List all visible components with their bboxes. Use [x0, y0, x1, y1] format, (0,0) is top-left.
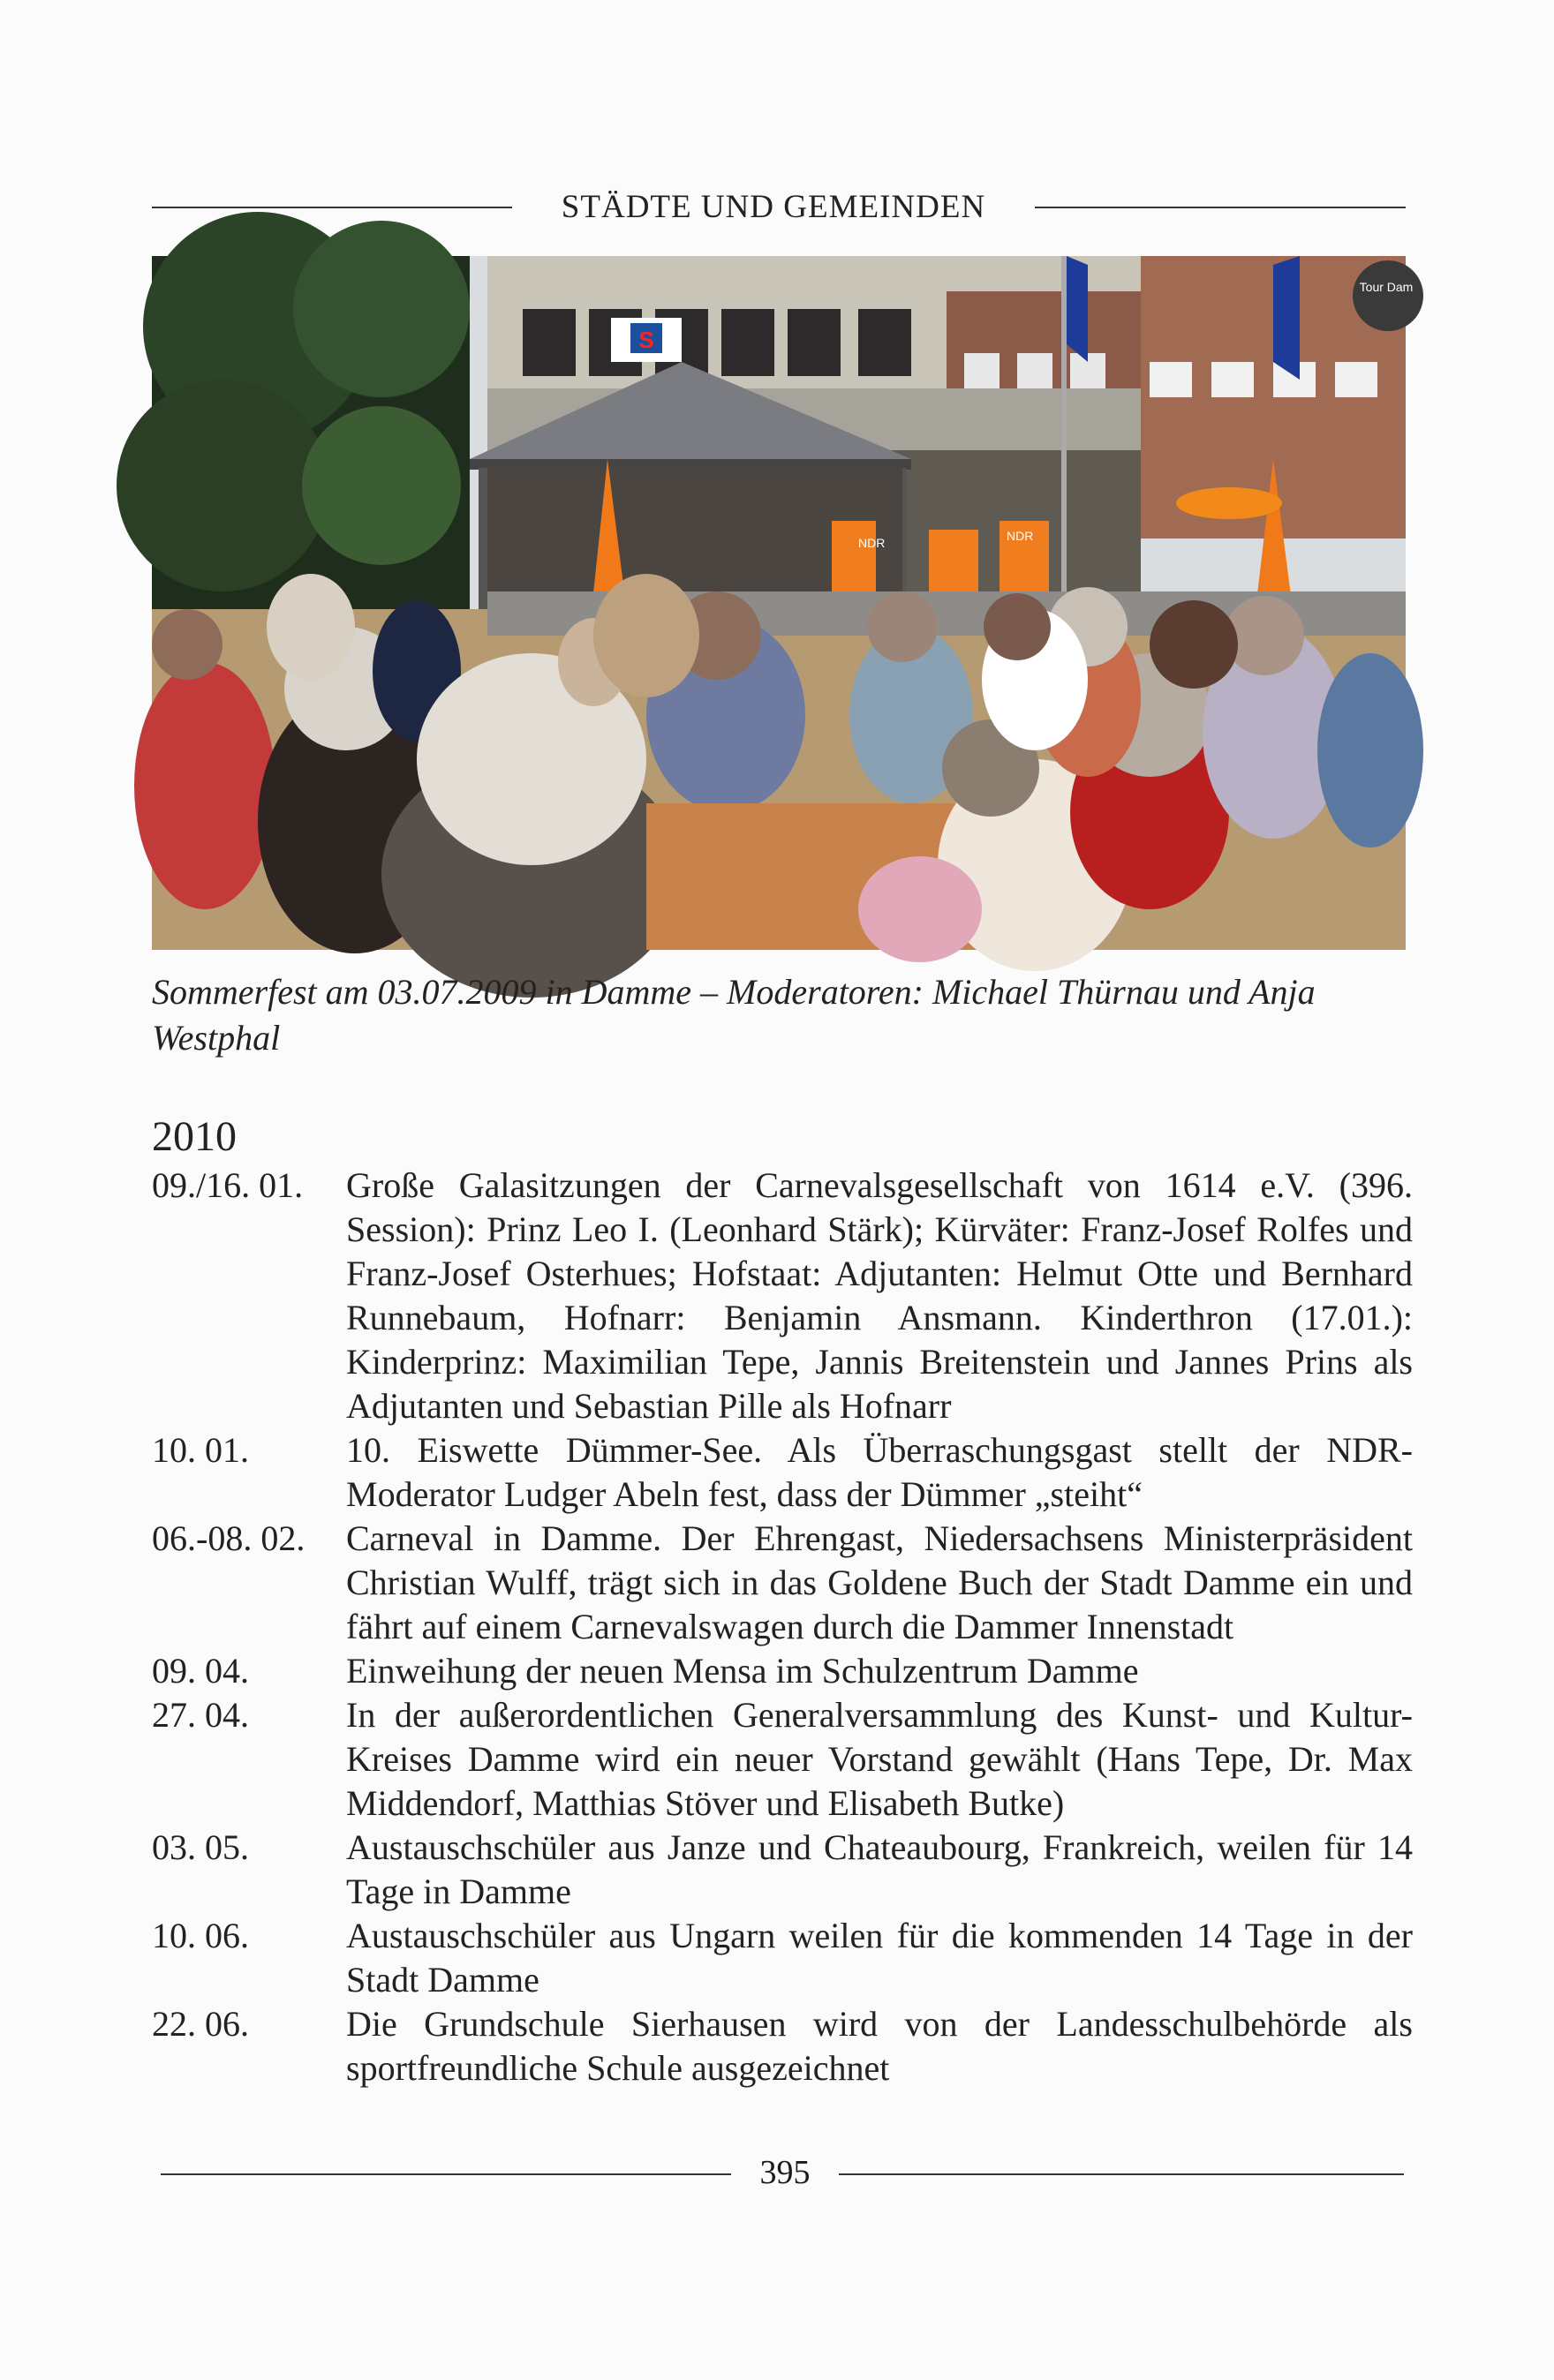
entry-text: Carneval in Damme. Der Ehrengast, Niedersachsens Ministerpräsident Christian Wulff, trägt sich in das Goldene Buch der Stadt Damme ein und fährt auf einem Carnevalswagen durch die Dammer Innenstadt	[346, 1518, 1413, 1646]
chronicle-entry	[152, 1914, 1413, 2002]
header-rule-left	[152, 207, 512, 208]
entry-text: Austauschschüler aus Ungarn weilen für die kommenden 14 Tage in der Stadt Damme	[346, 1916, 1413, 2000]
chronicle-list	[152, 1164, 1413, 2090]
photo-caption: Sommerfest am 03.07.2009 in Damme – Moderatoren: Michael Thürnau und Anja Westphal	[152, 972, 1316, 1058]
stage-banner-text-2: NDR	[1007, 529, 1034, 543]
entry-date: 27. 04.	[152, 1695, 249, 1735]
bank-logo-text: S	[638, 327, 654, 353]
entry-text: Große Galasitzungen der Carnevalsgesellschaft von 1614 e.V. (396. Session): Prinz Leo I. (Leonhard Stärk); Kürväter: Franz-Josef Rolfes und Franz-Josef Osterhues; Hofstaat: Adjutanten: Helmut Otte und Bernhard Runnebaum, Hofnarr: Benjamin Ansmann. Kinderthron (17.01.): Kinderprinz: Maximilian Tepe, Jannis Breitenstein und Jannes Prins als Adjutanten und Sebastian Pille als Hofnarr	[346, 1165, 1413, 1426]
page-number: 395	[759, 2154, 811, 2191]
entry-date: 03. 05.	[152, 1827, 249, 1867]
festival-photo	[152, 256, 1414, 950]
entry-text: Austauschschüler aus Janze und Chateaubourg, Frankreich, weilen für 14 Tage in Damme	[346, 1827, 1413, 1911]
entry-text: 10. Eiswette Dümmer-See. Als Überraschungsgast stellt der NDR-Moderator Ludger Abeln fest, dass der Dümmer „steiht“	[346, 1430, 1413, 1514]
page-footer	[152, 2150, 1413, 2195]
entry-date: 09./16. 01.	[152, 1165, 304, 1205]
section-title: STÄDTE UND GEMEINDEN	[561, 189, 986, 225]
header-rule-right	[1035, 207, 1406, 208]
footer-rule-left	[161, 2173, 731, 2175]
chronicle-entry	[152, 1517, 1413, 1649]
entry-date: 22. 06.	[152, 2004, 249, 2044]
running-header	[152, 185, 1406, 230]
chronicle-entry	[152, 1428, 1413, 1517]
chronicle-entry	[152, 1649, 1413, 1693]
badge-text: Tour Dam	[1359, 280, 1414, 294]
entry-date: 10. 06.	[152, 1916, 249, 1955]
chronicle-entry	[152, 1693, 1413, 1826]
entry-date: 06.-08. 02.	[152, 1518, 306, 1558]
entry-date: 10. 01.	[152, 1430, 249, 1470]
chronicle-entry	[152, 1826, 1413, 1914]
entry-text: Einweihung der neuen Mensa im Schulzentrum Damme	[346, 1651, 1139, 1691]
chronicle-entry	[152, 2002, 1413, 2090]
year-heading: 2010	[152, 1113, 237, 1160]
entry-date: 09. 04.	[152, 1651, 249, 1691]
entry-text: In der außerordentlichen Generalversammlung des Kunst- und Kultur-Kreises Damme wird ein neuer Vorstand gewählt (Hans Tepe, Dr. Max Middendorf, Matthias Stöver und Elisabeth Butke)	[346, 1695, 1413, 1823]
stage-banner-text-1: NDR	[858, 536, 886, 550]
chronicle-entry	[152, 1164, 1413, 1428]
entry-text: Die Grundschule Sierhausen wird von der Landesschulbehörde als sportfreundliche Schule ausgezeichnet	[346, 2004, 1413, 2088]
footer-rule-right	[839, 2173, 1404, 2175]
